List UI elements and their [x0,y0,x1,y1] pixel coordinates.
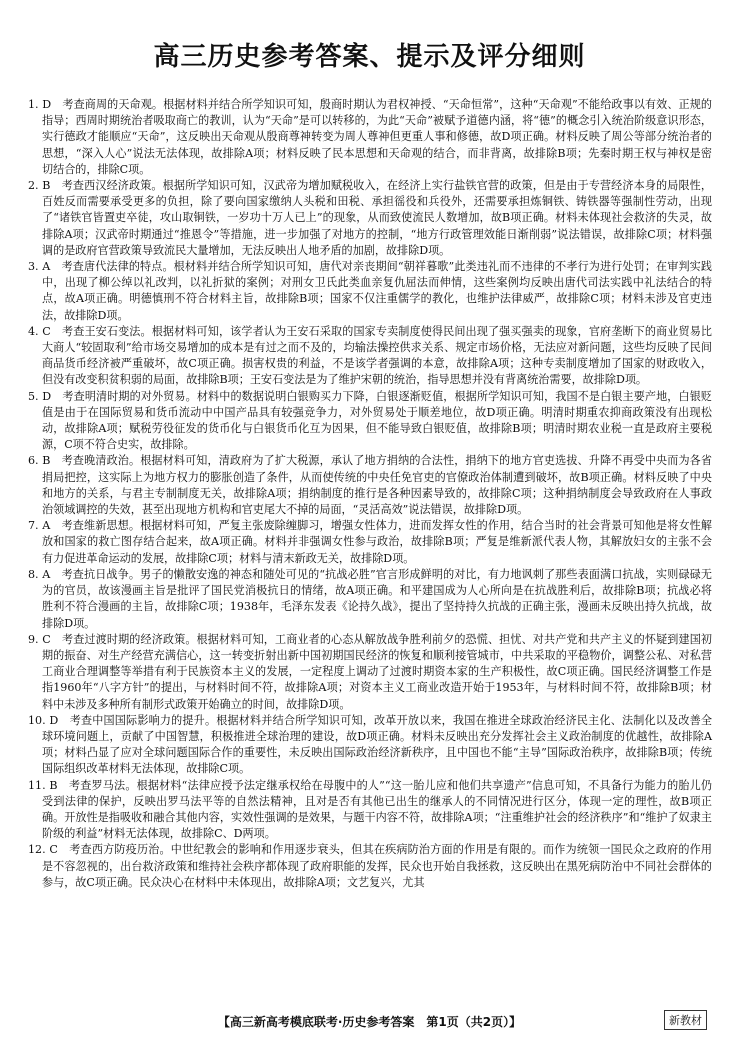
answer-item-11: 11. B 考查罗马法。根据材料“法律应授予法定继承权给在母腹中的人”“这一胎儿应和他们共享遗产”信息可知，不具备行为能力的胎儿仍受到法律的保护，反映出罗马法平等的自然法精神，且对是否有其他已出生的继承人的不同情况进行区分，体现一定的理性，故B项正确。开放性是指吸收和融合其他内容，实效性强调的是效果，与题干内容不符，故排除A项；“注重维护社会的经济秩序”和“维护了奴隶主阶级的利益”材料无法体现，故排除C、D两项。 [28,778,712,841]
page-title: 高三历史参考答案、提示及评分细则 [153,42,586,72]
answer-item-1: 1. D 考查商周的天命观。根据材料并结合所学知识可知，殷商时期认为君权神授、“天命恒常”，这种“天命观”不能给政事以有效、正规的指导；西周时期统治者吸取商亡的教训，认为“天命”是可以转移的，为此“天命”被赋予道德内涵，将“德”的概念引入统治阶级意识形态，实行德政才能顺应“天命”，这反映出天命观从殷商尊神转变为周人尊神但更重人事和修德，故D项正确。材料反映了周公等部分统治者的思想，“深入人心”说法无法体现，故排除A项；材料反映了民本思想和天命观的结合，而非背离，故排除B项；先秦时期王权与神权是密切结合的，排除C项。 [28,98,712,176]
answer-item-3: 3. A 考查唐代法律的特点。根材料并结合所学知识可知，唐代对亲丧期间“朝祥暮歌”此类违礼而不违律的不孝行为进行处罚；在审判实践中，出现了柳公绰以礼改判，以礼折狱的案例；对刑女卫氏此类血亲复仇屈法而伸情，这些案例均反映出唐代司法实践中礼法结合的特点，故A项正确。明德慎刑不符合材料主旨，故排除B项；国家不仅注重儒学的教化，也维护法律威严，故排除C项；材料未涉及官吏违法，故排除D项。 [28,260,712,322]
answer-list [28,97,712,891]
answer-item-5: 5. D 考查明清时期的对外贸易。材料中的数据说明白银购买力下降，白银逐渐贬值，根据所学知识可知，我国不是白银主要产地，白银贬值是由于在国际贸易和货币流动中中国产品具有较强竞争力，对外贸易处于顺差地位，故D项正确。明清时期重农抑商政策没有出现松动，故排除A项；赋税劳役征发的货币化与白银货币化互为因果，但不能导致白银贬值，故排除B项；明清时期农业税一直是政府主要税源，C项不符合史实，故排除。 [28,389,712,452]
answer-item-9: 9. C 考查过渡时期的经济政策。根据材料可知，工商业者的心态从解放战争胜利前夕的恐慌、担忧、对共产党和共产主义的怀疑到建国初期的振奋、对生产经营充满信心，这一转变折射出新中国初期国民经济的恢复和顺利接管城市，中共采取的平稳物价，调整公私、对私营工商业合理调整等举措有利于民族资本主义的发展，一定程度上调动了过渡时期资本家的生产积极性，故C项正确。国民经济调整工作是指1960年“八字方针”的提出，与材料时间不符，故排除A项；对资本主义工商业改造开始于1953年，与材料时间不符，故排除B项；材料中未涉及多种所有制形式政策开始确立的时间，故排除D项。 [28,632,712,711]
answer-item-7: 7. A 考查维新思想。根据材料可知，严复主张废除缠脚习，增强女性体力，进而发挥女性的作用，结合当时的社会背景可知他是将女性解放和国家的救亡图存结合起来，故A项正确。材料并非强调女性参与政治，故排除B项；严复是维新派代表人物，其解放妇女的主张不会有力促进革命运动的发展，故排除C项；材料与清末新政无关，故排除D项。 [28,519,712,565]
edition-tag: 新教材 [664,1010,707,1030]
answer-item-12: 12. C 考查西方防疫历治。中世纪教会的影响和作用逐步衰头，但其在疾病防治方面的作用是有限的。而作为统领一国民众之政府的作用是不容忽视的，出台救济政策和维持社会秩序都体现了政府职能的发挥，民众也开始自我拯救，这反映出在黑死病防治中不同社会群体的参与，故C项正确。民众决心在材料中未体现出，故排除A项；文艺复兴，尤其 [28,843,712,889]
page-footer: 【高三新高考模底联考·历史参考答案 第1页（共2页）】 [217,1015,522,1029]
answer-item-10: 10. D 考查中国国际影响力的提升。根据材料并结合所学知识可知，改革开放以来，我国在推进全球政治经济民主化、法制化以及改善全球环境问题上，贡献了中国智慧，积极推进全球治理的建设，故D项正确。材料未反映出充分发挥社会主义政治制度的优越性，故排除A项；材料凸显了应对全球问题国际合作的重要性，未反映出国际政治经济新秩序，且中国也不能“主导”国际政治秩序，故排除B项；传统国际组织改革材料无法体现，故排除C项。 [28,713,712,776]
answer-item-6: 6. B 考查晚清政治。根据材料可知，清政府为了扩大税源，承认了地方捐纳的合法性，捐纳下的地方官吏选拔、升降不再受中央而为各省捐局把控，这实际上为地方权力的膨胀创造了条件，从而使传统的中央任免官吏的官僚政治体制遭到破坏，故B项正确。材料反映了中央和地方的关系，与君主专制制度无关，故排除A项；捐纳制度的推行是各种因素导致的，故排除C项；这种捐纳制度会导致政府在人事政治领域调控的失效，甚至出现地方机构和官吏尾大不掉的局面，“灵活高效”说法错误，故排除D项。 [28,454,712,517]
answer-item-4: 4. C 考查王安石变法。根据材料可知，该学者认为王安石采取的国家专卖制度使得民间出现了强买强卖的现象，官府垄断下的商业贸易比大商人“较固取利”给市场交易增加的成本是有过之而不及的，均输法操控供求关系、规定市场价格，无法应对新问题，这些均反映了民间商品货币经济被严重破坏，故C项正确。损害权贵的利益，不是该学者强调的本意，故排除A项；这种专卖制度增加了国家的财政收入，但没有改变积贫积弱的局面，故排除B项；王安石变法是为了维护宋朝的统治，指导思想并没有背离统治需要，故排除D项。 [28,324,712,387]
answer-item-2: 2. B 考查西汉经济政策。根据所学知识可知，汉武帝为增加赋税收入，在经济上实行盐铁官营的政策，但是由于专营经济本身的局限性，百姓反而需要承受更多的负担，除了要向国家缴纳人头税和田税、承担徭役和兵役外，还需要承担炼铜铁、铸铁器等强制性劳动，出现了“诸铁官皆置吏卒徒，攻山取铜铁，一岁功十万人已上”的现象，从而致使流民人数增加，故B项正确。材料未体现社会救济的失灵，故排除A项；汉武帝时期通过“推恩令”等措施，进一步加强了对地方的控制，“地方行政管理效能日渐削弱”说法错误，故排除C项；材料强调的是政府官营政策导致流民大量增加，无法反映出人地矛盾的加剧，故排除D项。 [28,179,712,257]
answer-item-8: 8. A 考查抗日战争。男子的懒散安逸的神态和随处可见的“抗战必胜”官言形成鲜明的对比，有力地讽刺了那些表面满口抗战，实则碌碌无为的官员，故该漫画主旨是批评了国民党消极抗日的情绪，故A项正确。和平建国成为人心所向是在抗战胜利后，故排除B项；抗战必将胜利不符合漫画的主旨，故排除C项；1938年，毛泽东发表《论持久战》，提出了坚持持久抗战的正确主张，漫画未反映出持久抗战，故排除D项。 [28,567,712,630]
